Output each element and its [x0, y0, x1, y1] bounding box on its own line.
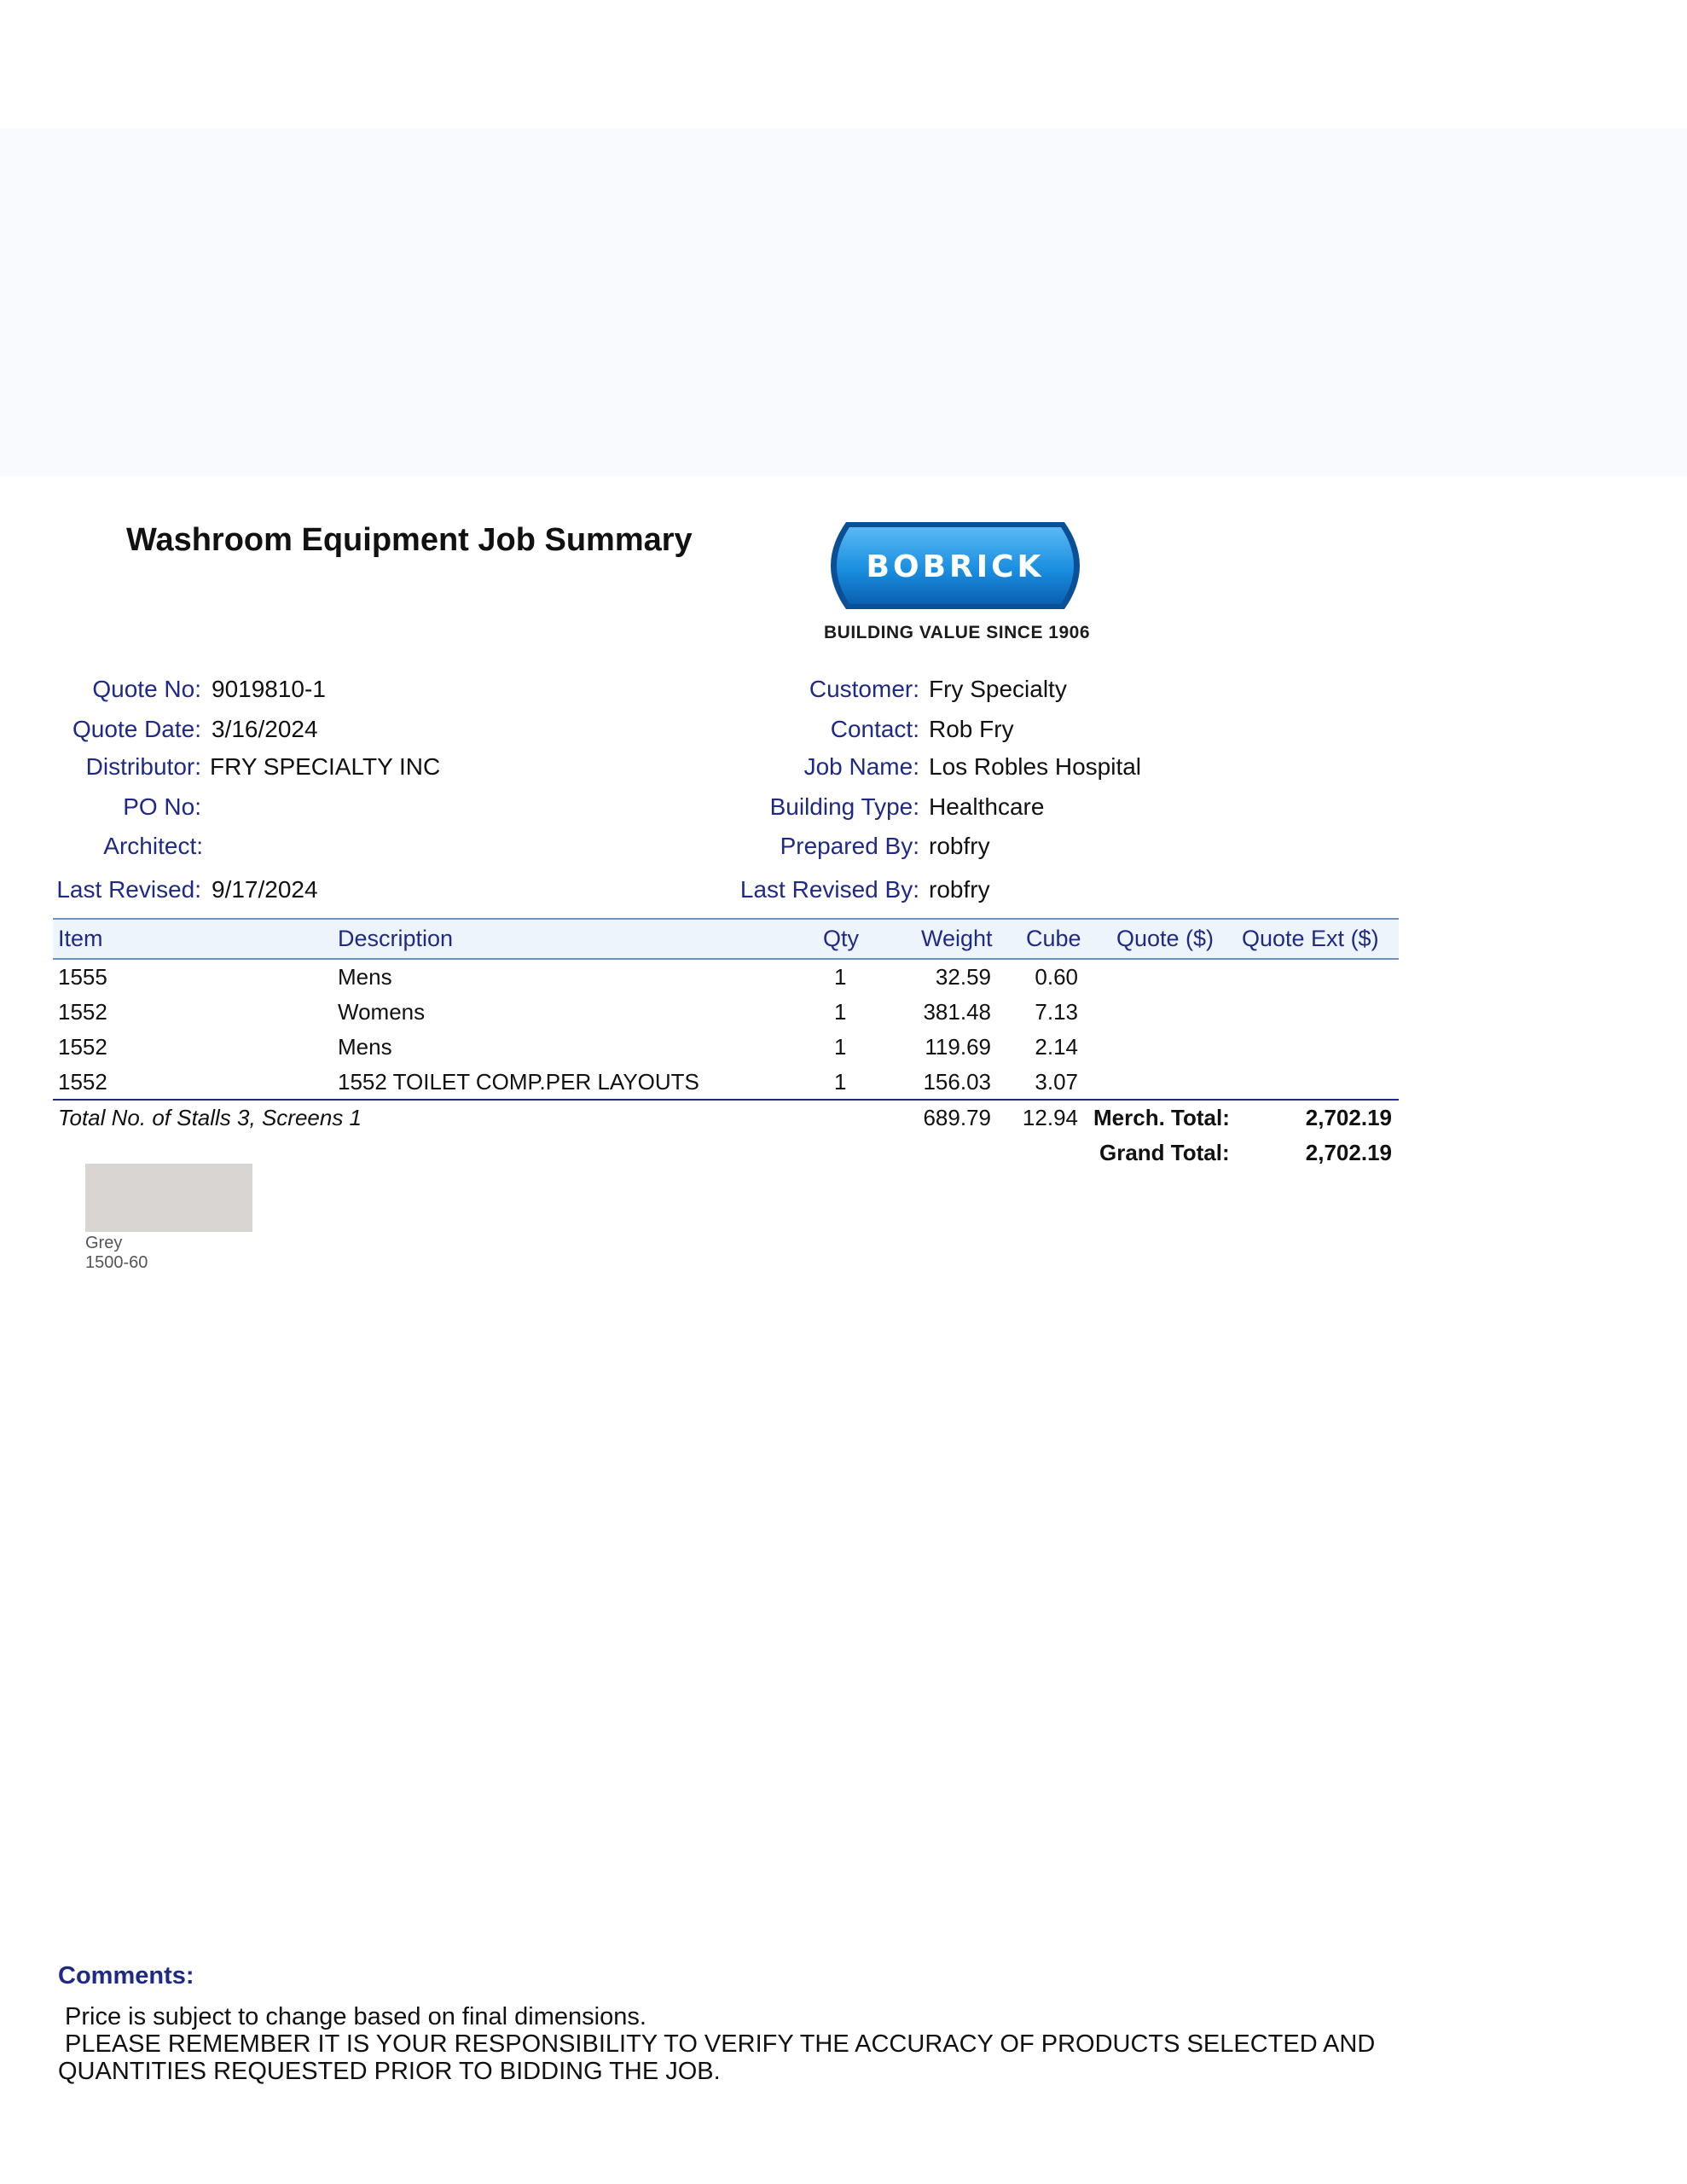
quote-no-value: 9019810-1 [212, 676, 326, 702]
row-cube: 7.13 [1035, 999, 1078, 1025]
last-revised-by-value: robfry [929, 876, 990, 903]
prepared-by-label: Prepared By: [780, 833, 919, 859]
comment-line: Price is subject to change based on final dimensions. [65, 2003, 646, 2030]
po-no-label: PO No: [123, 793, 201, 820]
row-description: 1552 TOILET COMP.PER LAYOUTS [338, 1069, 699, 1095]
logo-tagline: BUILDING VALUE SINCE 1906 [824, 623, 1091, 642]
comment-line: QUANTITIES REQUESTED PRIOR TO BIDDING THE JOB. [58, 2058, 721, 2085]
row-item: 1552 [58, 1034, 107, 1060]
swatch-code: 1500-60 [85, 1253, 148, 1272]
totals-note: Total No. of Stalls 3, Screens 1 [58, 1105, 362, 1130]
row-cube: 0.60 [1035, 964, 1078, 990]
row-weight: 32.59 [935, 964, 991, 990]
col-header-cube: Cube [1026, 926, 1081, 951]
distributor-label: Distributor: [85, 753, 201, 780]
row-cube: 2.14 [1035, 1034, 1078, 1060]
col-header-weight: Weight [921, 926, 993, 951]
swatch-name: Grey [85, 1234, 123, 1252]
row-description: Mens [338, 1034, 392, 1060]
distributor-value: FRY SPECIALTY INC [210, 753, 441, 780]
bobrick-logo [812, 515, 1099, 616]
merch-total-label: Merch. Total: [1093, 1105, 1230, 1130]
row-qty: 1 [834, 1069, 847, 1095]
building-type-label: Building Type: [769, 793, 919, 820]
customer-value: Fry Specialty [929, 676, 1067, 702]
row-weight: 119.69 [925, 1034, 991, 1060]
header-band [0, 128, 1687, 476]
quote-no-label: Quote No: [92, 676, 201, 702]
customer-label: Customer: [809, 676, 919, 702]
building-type-value: Healthcare [929, 793, 1045, 820]
col-header-item: Item [58, 926, 103, 951]
last-revised-value: 9/17/2024 [212, 876, 318, 903]
row-item: 1552 [58, 999, 107, 1025]
total-cube: 12.94 [1022, 1105, 1078, 1130]
comment-line: PLEASE REMEMBER IT IS YOUR RESPONSIBILITY TO VERIFY THE ACCURACY OF PRODUCTS SELECTED AND [65, 2030, 1376, 2058]
logo-brand: BOBRICK [866, 549, 1045, 584]
col-header-qty: Qty [823, 926, 860, 951]
col-header-description: Description [338, 926, 454, 951]
quote-date-label: Quote Date: [72, 716, 201, 742]
last-revised-by-label: Last Revised By: [739, 876, 919, 903]
row-description: Womens [338, 999, 426, 1025]
row-item: 1552 [58, 1069, 107, 1095]
row-qty: 1 [834, 964, 847, 990]
row-description: Mens [338, 964, 392, 990]
row-weight: 381.48 [923, 999, 991, 1025]
comments-label: Comments: [58, 1962, 194, 1989]
totals-divider [53, 1099, 1399, 1101]
col-header-quote: Quote ($) [1116, 926, 1215, 951]
row-cube: 3.07 [1035, 1069, 1078, 1095]
row-item: 1555 [58, 964, 107, 990]
prepared-by-value: robfry [929, 833, 990, 859]
grand-total-value: 2,702.19 [1305, 1140, 1392, 1165]
grand-total-label: Grand Total: [1099, 1140, 1230, 1165]
quote-date-value: 3/16/2024 [212, 716, 318, 742]
row-qty: 1 [834, 1034, 847, 1060]
total-weight: 689.79 [923, 1105, 991, 1130]
page-title: Washroom Equipment Job Summary [126, 522, 693, 558]
col-header-quote-ext: Quote Ext ($) [1242, 926, 1379, 951]
contact-label: Contact: [830, 716, 919, 742]
last-revised-label: Last Revised: [56, 876, 201, 903]
job-name-label: Job Name: [803, 753, 919, 780]
row-qty: 1 [834, 999, 847, 1025]
architect-label: Architect: [103, 833, 203, 859]
row-weight: 156.03 [923, 1069, 991, 1095]
job-name-value: Los Robles Hospital [929, 753, 1142, 780]
contact-value: Rob Fry [929, 716, 1014, 742]
merch-total-value: 2,702.19 [1305, 1105, 1392, 1130]
color-swatch [85, 1164, 252, 1232]
